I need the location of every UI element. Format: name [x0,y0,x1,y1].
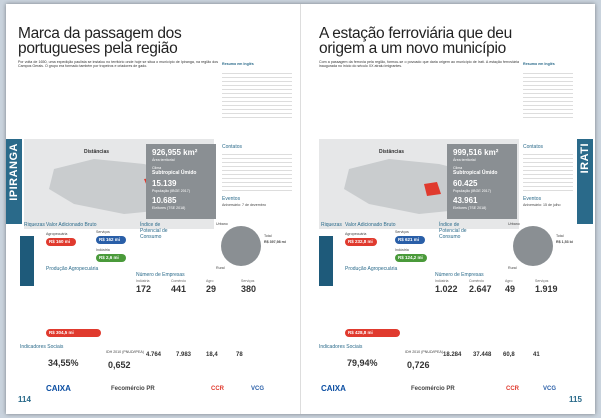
left-stat-2: 7.983 [176,352,192,358]
right-event-item: Aniversário: 15 de julho [523,203,561,207]
left-idh-label: Índice de Potencial de Consumo [140,222,168,240]
left-population-value: 15.139 [152,179,177,188]
right-companies-agro: 49 [505,284,516,294]
right-services-label: Serviços [395,230,409,234]
ccr-logo: CCR [211,386,224,392]
right-production-label: Produção Agropecuária [345,266,398,272]
ccr-logo-right: CCR [506,386,519,392]
vcg-logo-right: VCG [543,386,557,392]
vcg-logo: VCG [251,386,265,392]
right-agro-label: Agropecuária [345,232,367,236]
right-total-circle [513,226,553,266]
right-companies-label: Número de Empresas [435,272,484,278]
left-title-line1: Marca da passagem dos [18,25,182,42]
right-agro-pill: R$ 232,8 mi [345,238,377,246]
right-idh-label: Índice de Potencial de Consumo [439,222,467,240]
left-companies-agro-label: Agro [206,279,214,283]
left-idh-text: IDH 2010 (PNUD/IPEA) [106,350,144,354]
left-body-text: Por volta de 1650, uma expedição paulista se instalou no território onde hoje se situa o município de Ipiranga, na região dos Campos Gerais. O grupo era formado também por tropeiros e criadores de gado. [18,60,218,69]
left-total-value: R$ 397,98 mi [264,240,286,244]
left-companies-commerce: 441 [171,284,187,294]
right-page [301,4,595,414]
left-aside-title: Resumo em Inglês [222,62,254,66]
left-stat-4: 78 [236,352,243,358]
left-agro-pill: R$ 160 mi [46,238,76,246]
right-climate-value: Subtropical Úmido [453,170,498,176]
left-urban-label: Urbano [216,222,228,226]
right-contacts-label: Contatos [523,144,544,150]
right-stat-2: 37.448 [473,352,492,358]
right-urban-label: Urbano [508,222,520,226]
right-population-value: 60.425 [453,179,478,188]
left-voters-value: 10.685 [152,196,177,205]
fecomercio-logo-right: Fecomércio PR [411,386,455,392]
right-added-value-label: Valor Adicionado Bruto [345,222,396,228]
right-climate-label: Clima [453,166,463,170]
fecomercio-logo: Fecomércio PR [111,386,155,392]
left-production-value: R$ 304,5 mi [46,329,101,337]
right-distances-label: Distâncias [379,149,405,155]
left-facts-box [146,144,216,219]
right-social-label: Indicadores Sociais [319,344,363,350]
left-aside-text [222,70,292,120]
right-stat-4: 41 [533,352,540,358]
right-voters-value: 43.961 [453,196,478,205]
left-climate-label: Clima [152,166,162,170]
left-climate-value: Subtropical Úmido [152,170,197,176]
right-contacts-text [523,151,573,191]
right-companies-industry: 1.022 [435,284,458,294]
left-rural-label: Rural [216,266,225,270]
left-services-label: Serviços [96,230,110,234]
right-stat-1: 18.284 [443,352,462,358]
left-companies-industry: 172 [136,284,152,294]
right-page-number: 115 [569,395,582,404]
left-side-bar [6,139,22,224]
left-companies-agro: 29 [206,284,217,294]
left-page [6,4,300,414]
left-page-number: 114 [18,395,31,404]
left-idh-value: 0,652 [108,360,131,370]
right-title-line1: A estação ferroviária que deu [319,25,512,42]
left-production-label: Produção Agropecuária [46,266,99,272]
right-literacy-value: 79,94% [347,358,378,368]
left-population-label: População (IBGE 2017) [152,189,190,193]
right-companies-commerce: 2.647 [469,284,492,294]
left-social-label: Indicadores Sociais [20,344,64,350]
left-literacy-value: 34,55% [48,358,79,368]
right-gdp-label: Riquezas [321,222,342,228]
right-events-label: Eventos [523,196,542,202]
right-stat-3: 60,8 [503,352,515,358]
left-industry-pill: R$ 2,6 mi [96,254,126,262]
left-area-value: 926,955 km² [152,148,198,157]
left-contacts-text [222,151,292,191]
right-title-line2: origem a um novo município [319,40,506,57]
left-city-name: IPIRANGA [8,143,20,201]
right-companies-services-label: Serviços [535,279,549,283]
left-area-label: Área territorial [152,158,175,162]
right-services-pill: R$ 621 mi [395,236,425,244]
right-population-label: População (IBGE 2017) [453,189,491,193]
left-events-label: Eventos [222,196,241,202]
right-voters-label: Eleitores (TSE 2018) [453,206,487,210]
right-gdp-band [319,236,333,286]
right-facts-box [447,144,517,219]
right-industry-pill: R$ 124,2 mi [395,254,427,262]
right-idh-value: 0,726 [407,360,430,370]
left-industry-label: Indústria [96,248,110,252]
left-stat-1: 4.764 [146,352,162,358]
left-companies-services-label: Serviços [241,279,255,283]
right-industry-label: Indústria [395,248,409,252]
left-gdp-band [20,236,34,286]
right-side-bar [577,139,593,224]
right-aside-text [523,70,573,120]
left-event-item: Aniversário: 7 de dezembro [222,203,266,207]
left-added-value-label: Valor Adicionado Bruto [46,222,97,228]
right-rural-label: Rural [508,266,517,270]
right-companies-services: 1.919 [535,284,558,294]
right-total-value: R$ 1,53 bi [556,240,573,244]
left-stat-3: 18,4 [206,352,218,358]
left-title [18,26,218,56]
left-title-line2: portugueses pela região [18,40,178,57]
right-aside-title: Resumo em Inglês [523,62,555,66]
right-title [319,26,529,56]
left-total-circle [221,226,261,266]
right-body-text: Com a passagem da ferrovia pela região, formou-se o povoado que daria origem ao município de Irati. A estação ferroviária inaugurada no início do século XX atraiu imigrantes. [319,60,519,69]
left-companies-industry-label: Indústria [136,279,150,283]
right-total-label: Total [556,234,564,238]
left-companies-label: Número de Empresas [136,272,185,278]
left-gdp-label: Riquezas [24,222,45,228]
right-idh-text: IDH 2010 (PNUD/IPEA) [405,350,443,354]
magazine-spread [6,4,595,414]
left-companies-services: 380 [241,284,257,294]
right-city-name: IRATI [579,143,591,174]
right-companies-agro-label: Agro [505,279,513,283]
caixa-logo-right: CAIXA [321,384,346,393]
left-services-pill: R$ 162 mi [96,236,126,244]
right-production-value: R$ 428,8 mi [345,329,400,337]
right-area-label: Área territorial [453,158,476,162]
left-total-label: Total [264,234,272,238]
left-agro-label: Agropecuária [46,232,68,236]
left-distances-label: Distâncias [84,149,110,155]
right-companies-commerce-label: Comércio [469,279,484,283]
right-companies-industry-label: Indústria [435,279,449,283]
left-voters-label: Eleitores (TSE 2018) [152,206,186,210]
left-companies-commerce-label: Comércio [171,279,186,283]
caixa-logo: CAIXA [46,384,71,393]
right-area-value: 999,516 km² [453,148,499,157]
left-contacts-label: Contatos [222,144,243,150]
